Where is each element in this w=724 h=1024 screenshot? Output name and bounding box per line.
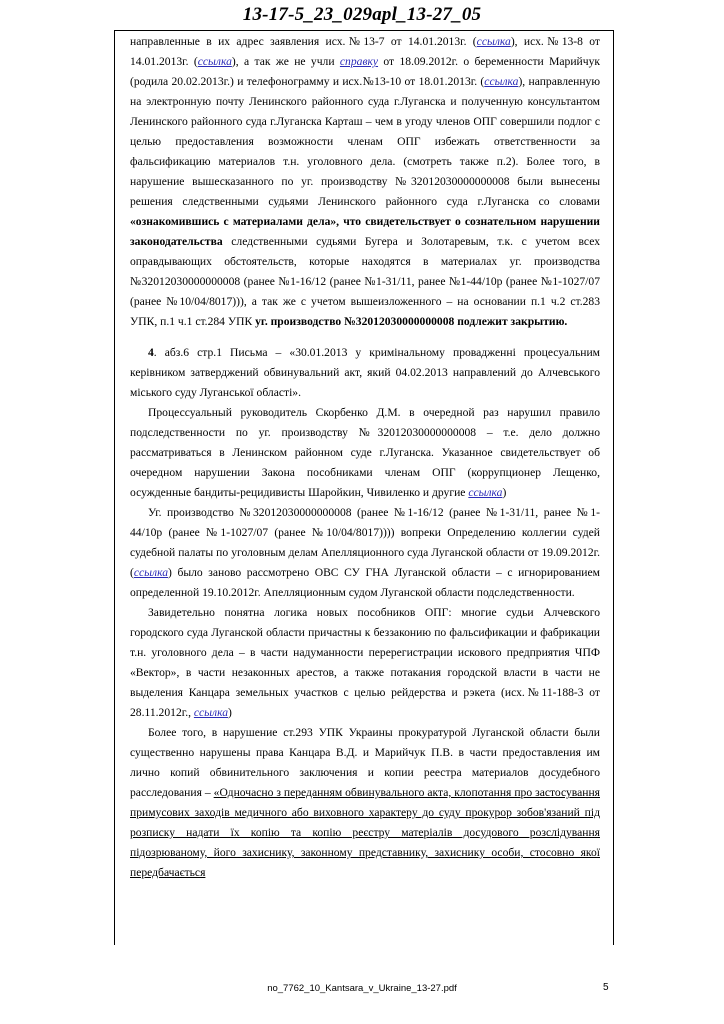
- link-ssylka[interactable]: ссылка: [468, 486, 503, 499]
- paragraph-6: Более того, в нарушение ст.293 УПК Украины прокуратурой Луганской области были существенно нарушены права Канцара В.Д. и Марийчук П.В. в части предоставления им лично копий обвинительного заключения и копии реестра материалов досудебного расследования – «Одночасно з переданням обвинувального акта, клопотання про застосування примусових заходів медичного або виховного характеру до суду прокурор зобов'язаний під розписку надати їх копію та копію реєстру матеріалів досудового розслідування підозрюваному, його захиснику, законному представнику, захиснику особи, стосовно якої передбачається: [130, 726, 600, 879]
- link-ssylka[interactable]: ссылка: [133, 566, 169, 579]
- footer-filename: no_7762_10_Kantsara_v_Ukraine_13-27.pdf: [267, 983, 457, 994]
- paragraph-3: Процессуальный руководитель Скорбенко Д.М. в очередной раз нарушил правило подследственности по уг. производству №32012030000000008 – т.е. дело должно рассматриваться в Ленинском районном суде г.Луганска. Указанное свидетельствует об очередном нарушении Закона пособниками членам ОПГ (коррупционер Лещенко, осужденные бандиты-рецидивисты Шаройкин, Чивиленко и другие ссылка): [130, 406, 600, 499]
- document-header-title: 13-17-5_23_029apl_13-27_05: [242, 4, 482, 25]
- paragraph-4: Уг. производство №32012030000000008 (ранее №1-16/12 (ранее №1-31/11, ранее №1-44/10р (ранее №1-1027/07 (ранее №10/04/8017)))) вопреки Определению коллегии судей судебной палаты по уголовным делам Апелляционного суда Луганской области от 19.09.2012г. (ссылка) было заново рассмотрено ОВС СУ ГНА Луганской области – с игнорированием определенной 19.10.2012г. Апелляционным судом Луганской области подследственности.: [130, 506, 600, 599]
- paragraph-2: 4. абз.6 стр.1 Письма – «30.01.2013 у кримінальному провадженні процесуальним керівником затверджений обвинувальний акт, який 04.02.2013 направлений до Алчевського міського суду Луганської області».: [130, 346, 600, 399]
- link-ssylka[interactable]: ссылка: [197, 55, 232, 68]
- link-spravku[interactable]: справку: [339, 55, 379, 68]
- underlined-quote: «Одночасно з переданням обвинувального акта, клопотання про застосування примусових заходів медичного або виховного характеру до суду прокурор зобов'язаний під розписку надати їх копію та копію реєстру матеріалів досудового розслідування підозрюваному, його захиснику, законному представнику, захиснику особи, стосовно якої передбачається: [130, 786, 600, 879]
- footer-page-number: 5: [603, 982, 609, 993]
- paragraph-1: направленные в их адрес заявления исх.№13-7 от 14.01.2013г. (ссылка), исх.№13-8 от 14.01.2013г. (ссылка), а так же не учли справку от 18.09.2012г. о беременности Марийчук (родила 20.02.2013г.) и телефонограмму и исх.№13-10 от 18.01.2013г. (ссылка), направленную на электронную почту Ленинского районного суда г.Луганска и полученную консультантом Ленинского районного суда г.Луганска Карташ – чем в угоду членов ОПГ совершили подлог с целью предоставления возможности членам ОПГ избежать ответственности за фальсификацию материалов т.н. уголовного дела. (смотреть также п.2). Более того, в нарушение вышесказанного по уг. производству №32012030000000008 были вынесены решения следственными судьями Ленинского районного суда г.Луганска со словами «ознакомившись с материалами дела», что свидетельствует о сознательном нарушении законодательства следственными судьями Бугера и Золотаревым, т.к. с учетом всех оправдывающих обстоятельств, которые находятся в материалах уг. производства №32012030000000008 (ранее №1-16/12 (ранее №1-31/11, ранее №1-44/10р (ранее №1-1027/07 (ранее №10/04/8017))), а так же с учетом вышеизложенного – на основании п.1 ч.2 ст.283 УПК, п.1 ч.1 ст.284 УПК уг. производство №32012030000000008 подлежит закрытию.: [130, 35, 601, 328]
- document-body: [130, 32, 600, 883]
- link-ssylka[interactable]: ссылка: [484, 75, 519, 88]
- item-number: 4: [148, 346, 154, 359]
- paragraph-5: Завидетельно понятна логика новых пособников ОПГ: многие судьи Алчевского городского суда Луганской области причастны к беззаконию по фальсификации и фабрикации т.н. уголовного дела – в части надуманности перерегистрации искового предприятия ЧПФ «Вектор», в части незаконных арестов, а также потакания городской власти в части не выделения Канцара земельных участков с целью рейдерства и рэкета (исх.№11-188-3 от 28.11.2012г., ссылка): [130, 606, 600, 719]
- link-ssylka[interactable]: ссылка: [476, 35, 511, 48]
- link-ssylka[interactable]: ссылка: [193, 706, 229, 719]
- bold-conclusion: уг. производство №32012030000000008 подлежит закрытию.: [255, 315, 568, 328]
- bold-phrase: «ознакомившись с материалами дела», что свидетельствует о сознательном нарушении законодательства: [130, 215, 600, 248]
